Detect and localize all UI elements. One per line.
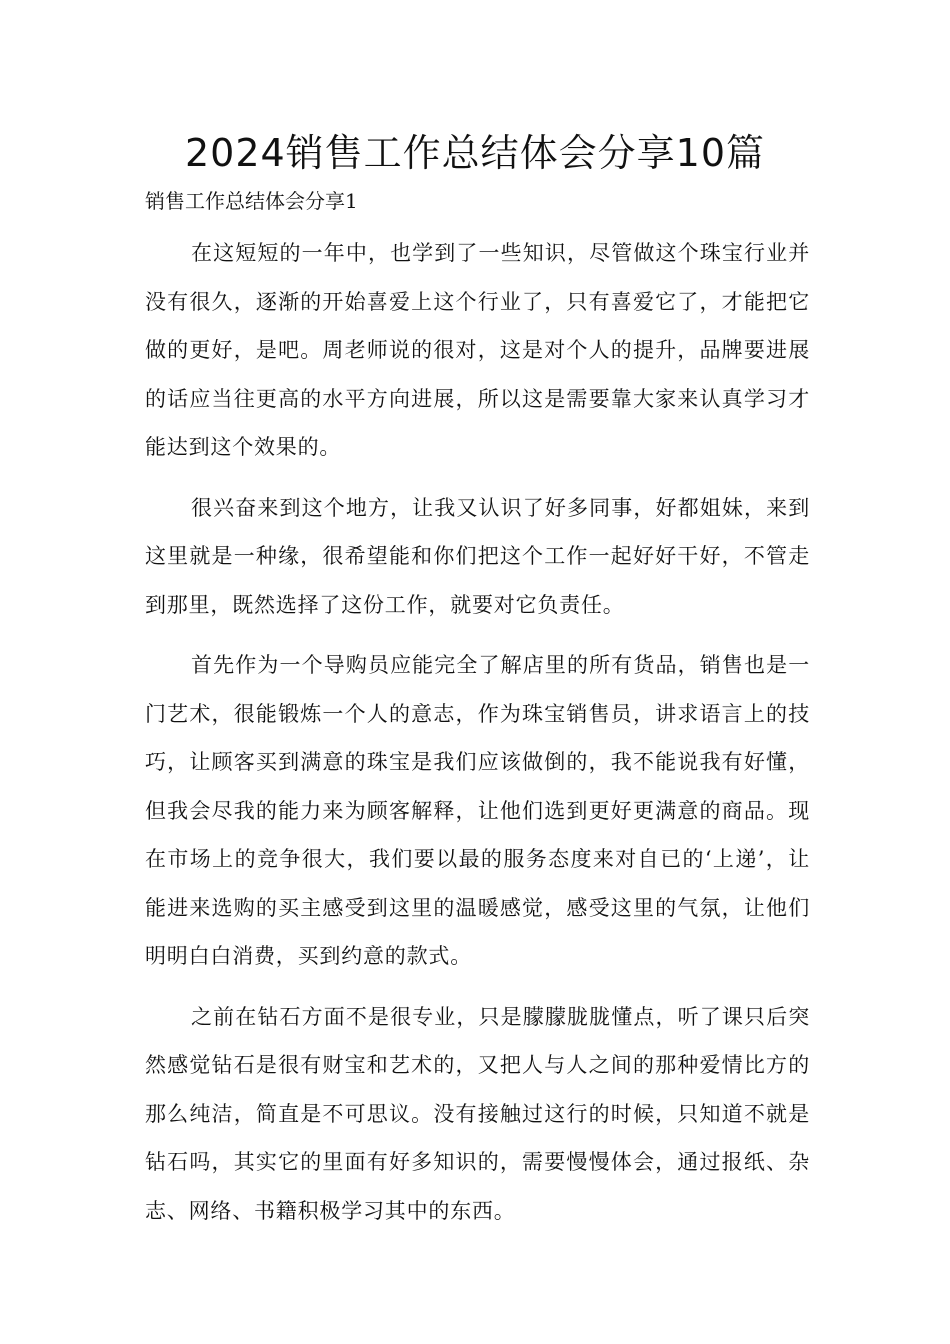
document-body: [145, 229, 810, 1247]
paragraph: 之前在钻石方面不是很专业，只是朦朦胧胧懂点，听了课只后突然感觉钻石是很有财宝和艺术的，又把人与人之间的那种爱情比方的那么纯洁，简直是不可思议。没有接触过这行的时候，只知道不就是钻石吗，其实它的里面有好多知识的，需要慢慢体会，通过报纸、杂志、网络、书籍积极学习其中的东西。: [145, 1004, 810, 1223]
section-heading: 销售工作总结体会分享1: [145, 189, 358, 213]
paragraph: 在这短短的一年中，也学到了一些知识，尽管做这个珠宝行业并没有很久，逐渐的开始喜爱上这个行业了，只有喜爱它了，才能把它做的更好，是吧。周老师说的很对，这是对个人的提升，品牌要进展的话应当往更高的水平方向进展，所以这是需要靠大家来认真学习才能达到这个效果的。: [145, 241, 810, 459]
document-title: 2024销售工作总结体会分享10篇: [184, 131, 766, 175]
paragraph: 首先作为一个导购员应能完全了解店里的所有货品，销售也是一门艺术，很能锻炼一个人的意志，作为珠宝销售员，讲求语言上的技巧，让顾客买到满意的珠宝是我们应该做倒的，我不能说我有好懂，但我会尽我的能力来为顾客解释，让他们选到更好更满意的商品。现在市场上的竞争很大，我们要以最的服务态度来对自已的‘上递’，让能进来选购的买主感受到这里的温暖感觉，感受这里的气氛，让他们明明白白消费，买到约意的款式。: [145, 653, 810, 968]
paragraph: 很兴奋来到这个地方，让我又认识了好多同事，好都姐妹，来到这里就是一种缘，很希望能和你们把这个工作一起好好干好，不管走到那里，既然选择了这份工作，就要对它负责任。: [145, 495, 810, 617]
